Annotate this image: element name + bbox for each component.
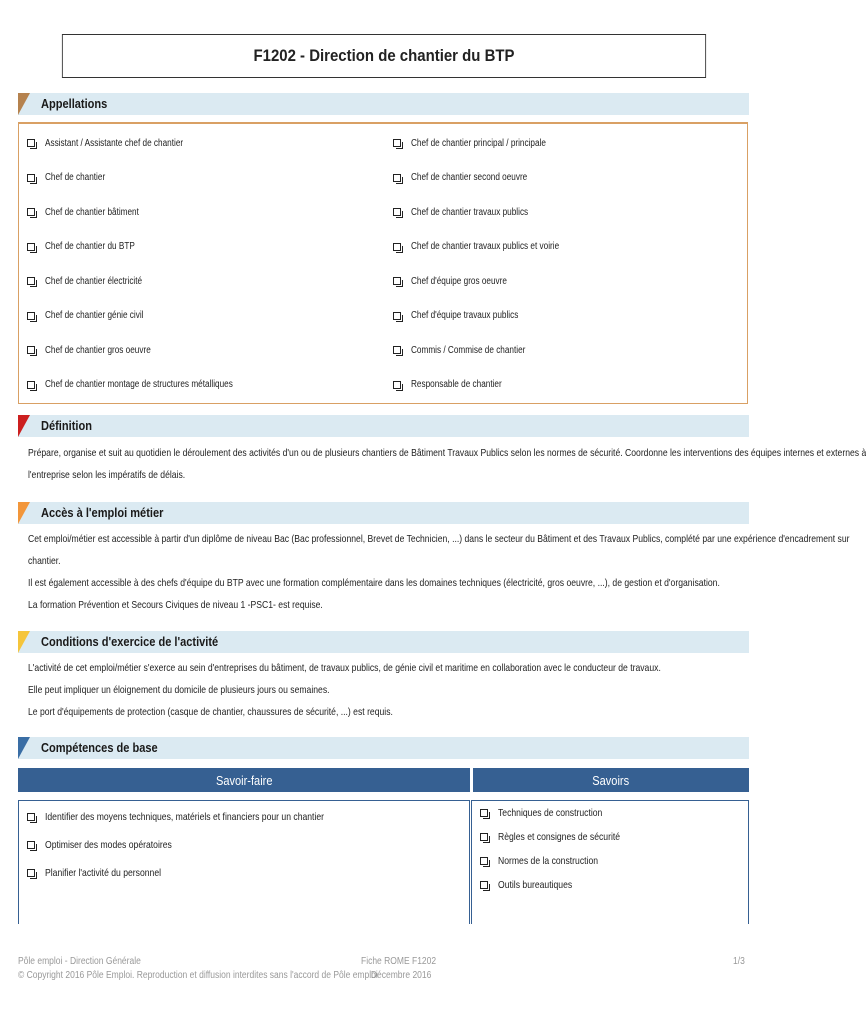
checkbox-bullet-icon [27,813,35,821]
checkbox-bullet-icon [27,346,35,354]
appellation-item: Chef de chantier génie civil [27,299,274,334]
savoirs-list [471,800,749,924]
section-title: Conditions d'exercice de l'activité [41,634,219,649]
checkbox-bullet-icon [480,857,488,865]
savoir-item: Outils bureautiques [480,873,748,897]
section-flag-icon [18,502,30,524]
acces-text [28,528,850,616]
checkbox-bullet-icon [393,243,401,251]
conditions-line: L'activité de cet emploi/métier s'exerce au sein d'entreprises du bâtiment, de travaux publics, de génie civil et maritime en collaboration avec le conducteur de travaux. [28,662,661,674]
checkbox-bullet-icon [393,312,401,320]
appellations-left-column [27,126,274,402]
section-flag-icon [18,631,30,653]
section-header-acces [18,502,749,524]
conditions-text [28,657,748,723]
section-title: Accès à l'emploi métier [41,505,164,520]
checkbox-bullet-icon [27,381,35,389]
appellation-item: Chef de chantier montage de structures métalliques [27,368,274,403]
section-flag-icon [18,737,30,759]
footer-center: Fiche ROME F1202 Décembre 2016 [361,956,437,981]
savoir-faire-header: Savoir-faire [18,768,470,792]
section-header-definition [18,415,749,437]
appellation-item: Chef d'équipe gros oeuvre [393,264,592,299]
definition-line: l'entreprise selon les impératifs de délais. [28,469,186,481]
appellation-item: Chef de chantier du BTP [27,230,274,265]
page-title: F1202 - Direction de chantier du BTP [62,34,706,78]
appellation-item: Chef de chantier bâtiment [27,195,274,230]
footer-page-number: 1/3 [733,956,745,967]
definition-text [28,442,866,486]
acces-line: La formation Prévention et Secours Civiques de niveau 1 -PSC1- est requise. [28,599,323,611]
checkbox-bullet-icon [27,841,35,849]
savoir-item: Normes de la construction [480,849,748,873]
checkbox-bullet-icon [393,381,401,389]
acces-line: Il est également accessible à des chefs d'équipe du BTP avec une formation complémentaire dans les domaines techniques (électricité, gros oeuvre, ...), de gestion et d'organisation. [28,577,720,589]
savoir-faire-item: Identifier des moyens techniques, matériels et financiers pour un chantier [27,803,469,831]
savoir-faire-item: Optimiser des modes opératoires [27,831,469,859]
checkbox-bullet-icon [480,809,488,817]
appellation-item: Chef d'équipe travaux publics [393,299,592,334]
section-flag-icon [18,415,30,437]
savoir-faire-list [18,800,470,924]
appellation-item: Assistant / Assistante chef de chantier [27,126,274,161]
section-title: Compétences de base [41,740,158,755]
acces-line: chantier. [28,555,61,567]
appellation-item: Commis / Commise de chantier [393,333,592,368]
checkbox-bullet-icon [27,208,35,216]
conditions-line: Le port d'équipements de protection (casque de chantier, chaussures de sécurité, ...) est requis. [28,706,393,718]
section-title: Définition [41,418,92,433]
section-title: Appellations [41,96,108,111]
section-header-competences [18,737,749,759]
acces-line: Cet emploi/métier est accessible à partir d'un diplôme de niveau Bac (Bac professionnel, Brevet de Technicien, ...) dans le secteur du Bâtiment et des Travaux Publics, complété par une expérience d'encadrement sur [28,533,850,545]
checkbox-bullet-icon [27,312,35,320]
section-header-conditions [18,631,749,653]
checkbox-bullet-icon [393,208,401,216]
appellation-item: Chef de chantier principal / principale [393,126,592,161]
appellation-item: Chef de chantier second oeuvre [393,161,592,196]
checkbox-bullet-icon [393,139,401,147]
checkbox-bullet-icon [480,833,488,841]
savoir-faire-item: Planifier l'activité du personnel [27,859,469,887]
savoir-item: Techniques de construction [480,801,748,825]
section-header-appellations [18,93,749,115]
appellation-item: Chef de chantier travaux publics [393,195,592,230]
footer-left: Pôle emploi - Direction Générale © Copyright 2016 Pôle Emploi. Reproduction et diffusion interdites sans l'accord de Pôle emploi [18,956,378,981]
conditions-line: Elle peut impliquer un éloignement du domicile de plusieurs jours ou semaines. [28,684,330,696]
savoirs-header: Savoirs [473,768,749,792]
checkbox-bullet-icon [27,174,35,182]
appellations-right-column [393,126,592,402]
section-flag-icon [18,93,30,115]
checkbox-bullet-icon [27,277,35,285]
checkbox-bullet-icon [393,346,401,354]
appellation-item: Chef de chantier [27,161,274,196]
checkbox-bullet-icon [27,243,35,251]
appellations-box [18,122,748,404]
checkbox-bullet-icon [393,174,401,182]
appellation-item: Chef de chantier électricité [27,264,274,299]
savoir-item: Règles et consignes de sécurité [480,825,748,849]
definition-line: Prépare, organise et suit au quotidien le déroulement des activités d'un ou de plusieurs chantiers de Bâtiment Travaux Publics selon les normes de sécurité. Coordonne les interventions des équipes internes et externes à [28,447,866,459]
checkbox-bullet-icon [393,277,401,285]
appellation-item: Chef de chantier gros oeuvre [27,333,274,368]
checkbox-bullet-icon [27,139,35,147]
appellation-item: Responsable de chantier [393,368,592,403]
checkbox-bullet-icon [27,869,35,877]
appellation-item: Chef de chantier travaux publics et voirie [393,230,592,265]
checkbox-bullet-icon [480,881,488,889]
